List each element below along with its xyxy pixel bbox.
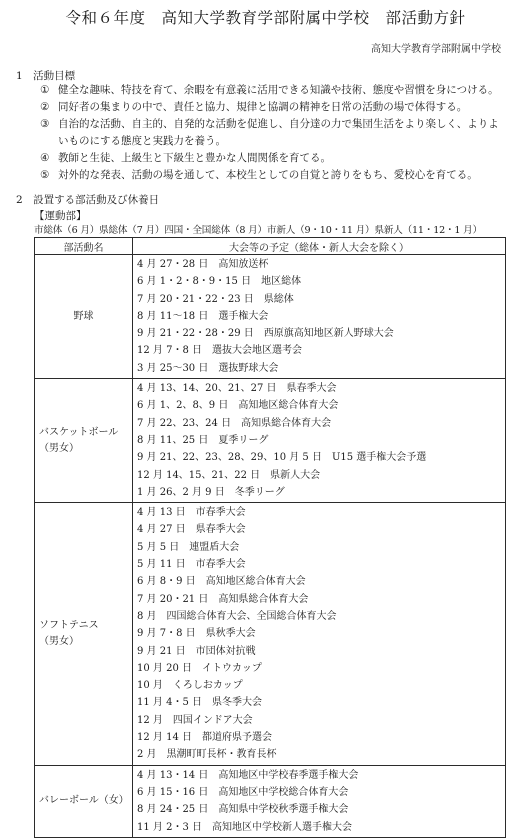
- goal-item: [40, 82, 499, 99]
- section2-heading: 2 設置する部活動及び休養日: [16, 194, 160, 206]
- goal-text: 同好者の集まりの中で、責任と協力、規律と協調の精神を日常の活動の場で体得する。: [58, 101, 468, 113]
- event-date: 4 月 27 日: [137, 524, 186, 536]
- club-name-cell: [35, 503, 133, 765]
- event-date: 12 月 14 日: [137, 732, 192, 744]
- event-date: 7 月 22、23、24 日: [137, 417, 232, 429]
- goal-number: ④: [40, 152, 50, 164]
- event-line: [137, 342, 505, 359]
- table-header-row: [35, 238, 506, 255]
- goal-text: 自治的な活動、自主的、自発的な活動を促進し、自分達の力で集団生活をより楽しく、よりよ: [58, 118, 499, 130]
- event-name: 県冬季大会: [212, 697, 262, 709]
- event-name: 四国総合体育大会、全国総合体育大会: [166, 610, 337, 622]
- club-name: バスケットボール: [39, 426, 119, 438]
- goal-item: [40, 99, 467, 116]
- event-line: [137, 556, 505, 573]
- event-date: 6 月 8・9 日: [137, 576, 196, 588]
- club-name: 野球: [73, 310, 94, 322]
- event-date: 12 月 14、15、21、22 日: [137, 469, 261, 481]
- goal-number: ③: [40, 118, 50, 130]
- goal-item: [40, 116, 499, 133]
- event-line: [137, 484, 505, 501]
- page-title: 令和６年度 高知大学教育学部附属中学校 部活動方針: [65, 9, 466, 27]
- event-line: [137, 521, 505, 538]
- club-gender: （男女）: [39, 635, 79, 647]
- table-row: [35, 379, 506, 503]
- event-date: 3 月 25～30 日: [137, 362, 209, 374]
- event-date: 6 月 1・2・8・9・15 日: [137, 276, 252, 288]
- event-name: くろしおカップ: [172, 680, 243, 692]
- event-date: 4 月 13、14、20、21、27 日: [137, 383, 277, 395]
- event-date: 9 月 7・8 日: [137, 628, 196, 640]
- event-name: 高知県総合体育大会: [218, 593, 309, 605]
- event-line: [137, 380, 505, 397]
- club-name-cell: [35, 255, 133, 379]
- event-name: 高知地区中学校総合体育大会: [218, 786, 349, 798]
- event-name: 高知県総合体育大会: [241, 417, 332, 429]
- event-line: [137, 432, 505, 449]
- events-cell: [133, 503, 506, 765]
- club-name-cell: [35, 379, 133, 503]
- event-line: [137, 467, 505, 484]
- events-cell: [133, 765, 506, 837]
- event-line: [137, 449, 505, 466]
- goal-text: 教師と生徒、上級生と下級生と豊かな人間関係を育てる。: [58, 152, 331, 164]
- goal-text: 健全な趣味、特技を育て、余暇を有意義に活用できる知識や技術、態度や習慣を身につける。: [58, 84, 499, 96]
- section1-heading: 1 活動目標: [16, 70, 76, 82]
- event-line: [137, 273, 505, 290]
- event-name: 高知地区総合体育大会: [238, 400, 339, 412]
- event-name: U15 選手権大会予選: [331, 452, 427, 464]
- club-name: ソフトテニス: [39, 619, 99, 631]
- event-date: 1 月 26、2 月 9 日: [137, 486, 225, 498]
- event-name: 市春季大会: [195, 559, 246, 571]
- event-line: [137, 308, 505, 325]
- event-line: [137, 801, 505, 818]
- event-date: 12 月 7・8 日: [137, 345, 202, 357]
- event-date: 9 月 21 日: [137, 645, 186, 657]
- event-name: 夏季リーグ: [218, 434, 269, 446]
- event-line: [137, 712, 505, 729]
- column-header-club: 部活動名: [35, 238, 133, 255]
- event-name: 冬季リーグ: [234, 486, 285, 498]
- event-name: 県春季大会: [195, 524, 246, 536]
- event-line: [137, 746, 505, 763]
- department-label: 【運動部】: [34, 210, 87, 222]
- event-line: [137, 591, 505, 608]
- event-date: 8 月 11～18 日: [137, 310, 209, 322]
- event-line: [137, 291, 505, 308]
- events-cell: [133, 379, 506, 503]
- goal-text-continued: いものにする態度と実践力を養う。: [58, 135, 226, 147]
- event-line: [137, 660, 505, 677]
- event-name: 連盟盾大会: [189, 541, 240, 553]
- event-line: [137, 694, 505, 711]
- event-name: 選抜大会地区選考会: [212, 345, 302, 357]
- event-name: 選抜野球大会: [218, 362, 279, 374]
- event-name: 地区総体: [261, 276, 302, 288]
- goal-item: [40, 167, 478, 184]
- event-line: [137, 625, 505, 642]
- event-date: 4 月 13 日: [137, 507, 186, 519]
- event-date: 12 月: [137, 714, 163, 726]
- event-date: 8 月 24・25 日: [137, 804, 209, 816]
- table-row: [35, 503, 506, 765]
- event-date: 10 月 20 日: [137, 662, 192, 674]
- event-date: 6 月 15・16 日: [137, 786, 209, 798]
- event-date: 8 月 11、25 日: [137, 434, 209, 446]
- event-name: 市春季大会: [195, 507, 246, 519]
- event-line: [137, 573, 505, 590]
- event-date: 9 月 21・22・28・29 日: [137, 328, 254, 340]
- goal-number: ②: [40, 101, 50, 113]
- club-schedule-table: [34, 237, 506, 838]
- event-date: 6 月 1、2、8、9 日: [137, 400, 229, 412]
- events-cell: [133, 255, 506, 379]
- event-date: 5 月 5 日: [137, 541, 180, 553]
- event-line: [137, 819, 505, 836]
- club-name: バレーボール（女）: [39, 795, 129, 807]
- event-name: 県新人大会: [270, 469, 321, 481]
- event-line: [137, 677, 505, 694]
- event-line: [137, 729, 505, 746]
- event-date: 11 月 2・3 日: [137, 821, 202, 833]
- event-line: [137, 325, 505, 342]
- table-row: [35, 765, 506, 837]
- event-name: 高知県中学校秋季選手権大会: [218, 804, 349, 816]
- event-name: 高知地区中学校春季選手権大会: [218, 769, 359, 781]
- event-date: 10 月: [137, 680, 163, 692]
- event-date: 5 月 11 日: [137, 559, 186, 571]
- goal-number: ①: [40, 84, 50, 96]
- event-line: [137, 360, 505, 377]
- column-header-events: 大会等の予定（総体・新人大会を除く）: [133, 238, 506, 255]
- event-line: [137, 504, 505, 521]
- event-line: [137, 397, 505, 414]
- event-date: 9 月 21、22、23、28、29、10 月 5 日: [137, 452, 322, 464]
- event-name: 都道府県予選会: [202, 732, 272, 744]
- event-name: 市団体対抗戦: [195, 645, 256, 657]
- event-name: 県春季大会: [286, 383, 337, 395]
- event-name: 県秋季大会: [205, 628, 256, 640]
- event-name: 選手権大会: [218, 310, 269, 322]
- goal-text: 対外的な発表、活動の場を通して、本校生としての自覚と誇りをもち、愛校心を育てる。: [58, 169, 478, 181]
- event-name: 黒潮町町長杯・教育長杯: [166, 749, 277, 761]
- event-date: 7 月 20・21・22・23 日: [137, 293, 254, 305]
- event-date: 8 月: [137, 610, 157, 622]
- event-line: [137, 643, 505, 660]
- event-line: [137, 539, 505, 556]
- club-name-cell: [35, 765, 133, 837]
- event-date: 4 月 27・28 日: [137, 259, 209, 270]
- table-row: [35, 255, 506, 379]
- event-name: 県総体: [263, 293, 294, 305]
- event-line: [137, 415, 505, 432]
- event-date: 2 月: [137, 749, 157, 761]
- event-date: 7 月 20・21 日: [137, 593, 209, 605]
- meets-schedule-line: 市総体（6 月）県総体（7 月）四国・全国総体（8 月）市新人（9・10・11 月）県新人（11・12・1 月）: [34, 225, 482, 236]
- event-name: 高知放送杯: [218, 259, 269, 270]
- school-name: 高知大学教育学部附属中学校: [371, 44, 501, 55]
- event-name: 高知地区中学校新人選手権大会: [212, 821, 352, 833]
- event-line: [137, 256, 505, 273]
- event-date: 11 月 4・5 日: [137, 697, 202, 709]
- event-name: 四国インドア大会: [172, 714, 253, 726]
- goal-number: ⑤: [40, 169, 50, 181]
- event-line: [137, 608, 505, 625]
- event-name: 高知地区総合体育大会: [205, 576, 306, 588]
- event-name: イトウカップ: [202, 662, 262, 674]
- event-date: 4 月 13・14 日: [137, 769, 209, 781]
- event-name: 西原旗高知地区新人野球大会: [263, 328, 394, 340]
- event-line: [137, 784, 505, 801]
- event-line: [137, 767, 505, 784]
- club-gender: （男女）: [39, 442, 79, 454]
- goal-item: [40, 150, 331, 167]
